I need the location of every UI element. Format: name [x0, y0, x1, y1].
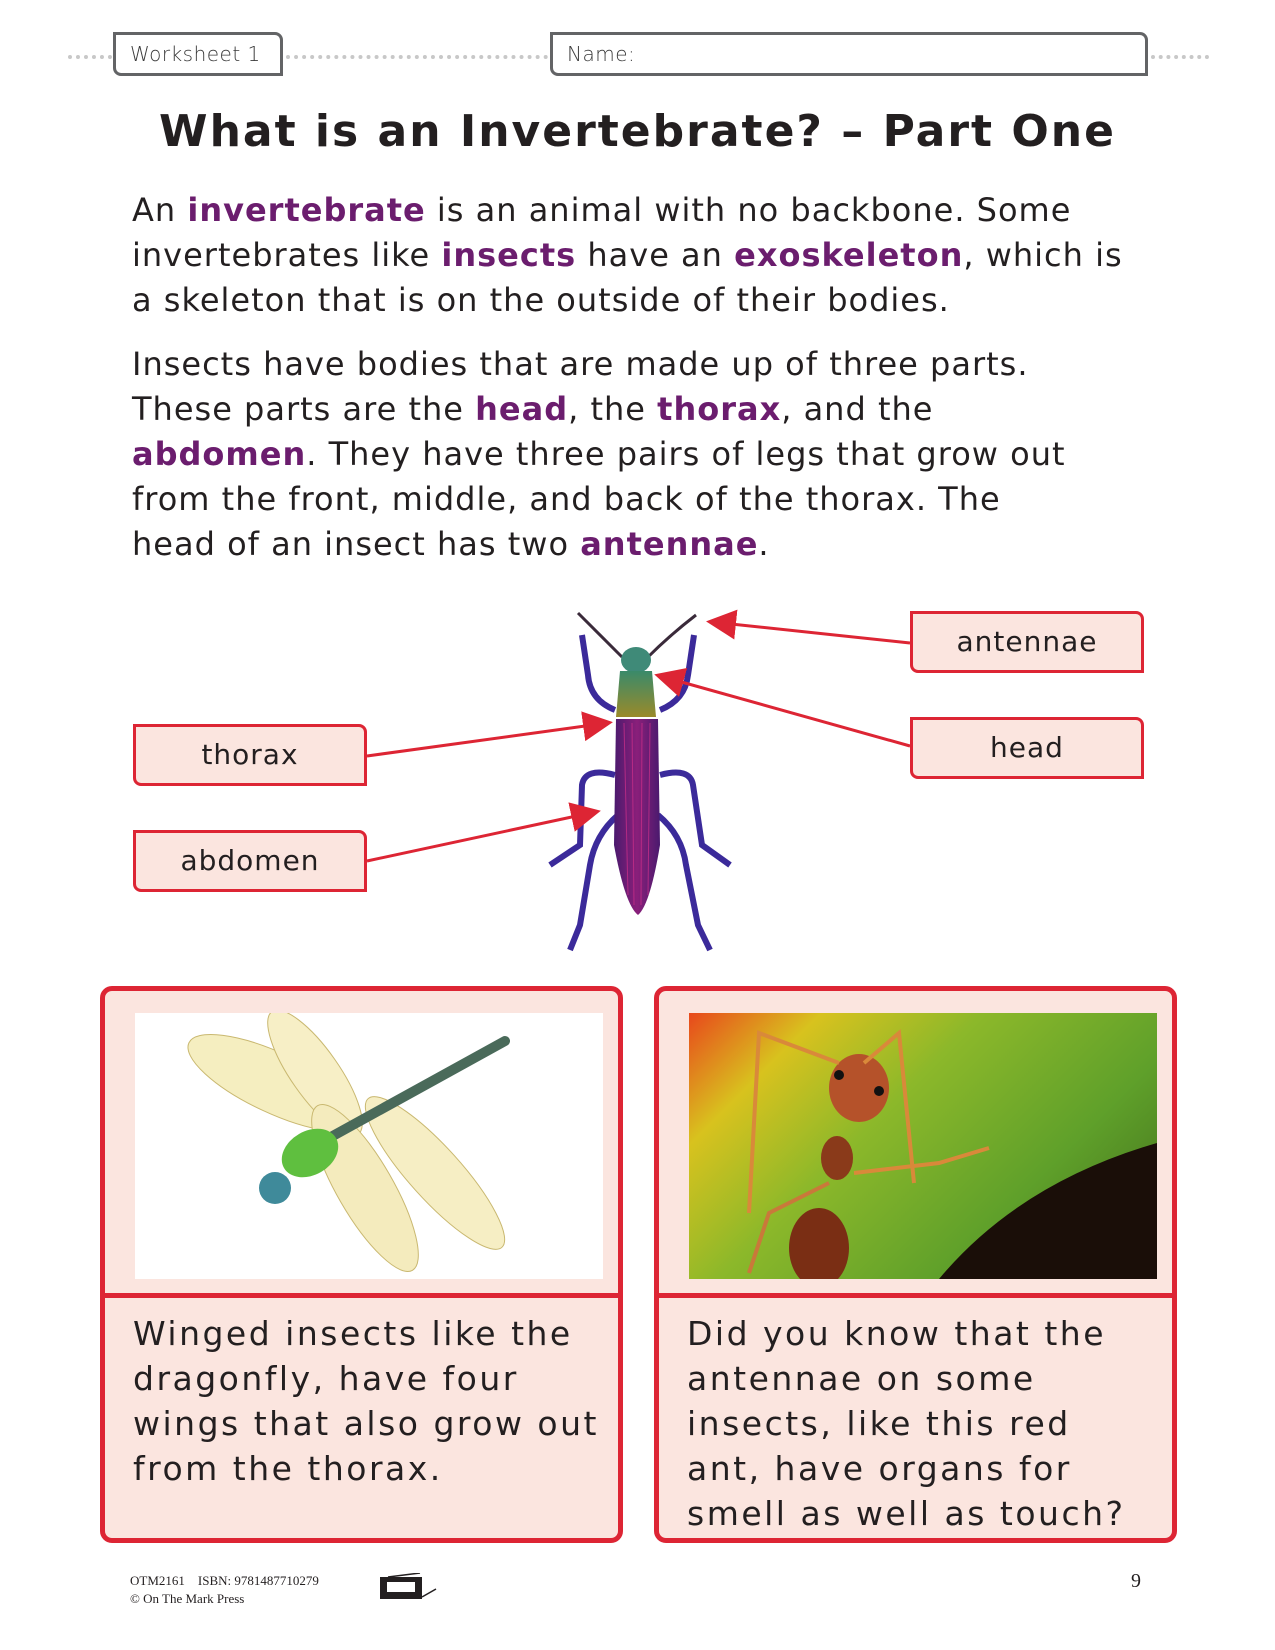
photocopier-icon: [378, 1573, 438, 1601]
keyword-head: head: [475, 390, 569, 428]
footer-publisher-info: [130, 1572, 319, 1608]
red-ant-image: [689, 1013, 1157, 1279]
dragonfly-caption: Winged insects like the dragonfly, have four wings that also grow out from the thorax.: [133, 1314, 599, 1488]
footer-isbn: ISBN: 9781487710279: [197, 1573, 319, 1588]
header-dotted-rule-left: [68, 55, 112, 59]
red-ant-card: [654, 986, 1177, 1543]
intro-paragraph: An invertebrate is an animal with no backbone. Some invertebrates like insects have an exoskeleton, which is a skeleton that is on the outside of their bodies.: [132, 191, 1123, 319]
keyword-abdomen: abdomen: [132, 435, 307, 473]
footer-copyright: © On The Mark Press: [130, 1591, 245, 1606]
dragonfly-card: [100, 986, 623, 1543]
label-antennae: antennae: [910, 611, 1144, 673]
header-dotted-rule-middle: [286, 55, 548, 59]
name-field[interactable]: [550, 32, 1148, 76]
keyword-invertebrate: invertebrate: [187, 191, 426, 229]
red-ant-caption: Did you know that the antennae on some insects, like this red ant, have organs for smell as well as touch?: [687, 1314, 1126, 1533]
header-dotted-rule-right: [1151, 55, 1209, 59]
label-head: head: [910, 717, 1144, 779]
page-number: 9: [1131, 1570, 1141, 1592]
keyword-insects: insects: [441, 236, 577, 274]
keyword-antennae: antennae: [580, 525, 759, 563]
label-abdomen: abdomen: [133, 830, 367, 892]
body-parts-paragraph: Insects have bodies that are made up of three parts. These parts are the head, the thorax, and the abdomen. They have three pairs of legs that grow out from the front, middle, and back of the thorax. The head of an insect has two antennae.: [132, 345, 1066, 563]
page-title: What is an Invertebrate? – Part One: [159, 106, 1116, 157]
keyword-exoskeleton: exoskeleton: [734, 236, 964, 274]
dragonfly-image: [135, 1013, 603, 1279]
worksheet-label: Worksheet 1: [130, 42, 261, 66]
worksheet-label-box: [113, 32, 283, 76]
footer-code: OTM2161: [130, 1573, 185, 1588]
label-thorax: thorax: [133, 724, 367, 786]
keyword-thorax: thorax: [657, 390, 782, 428]
card-divider: [659, 1293, 1172, 1298]
card-divider: [105, 1293, 618, 1298]
name-field-label: Name:: [567, 42, 636, 66]
